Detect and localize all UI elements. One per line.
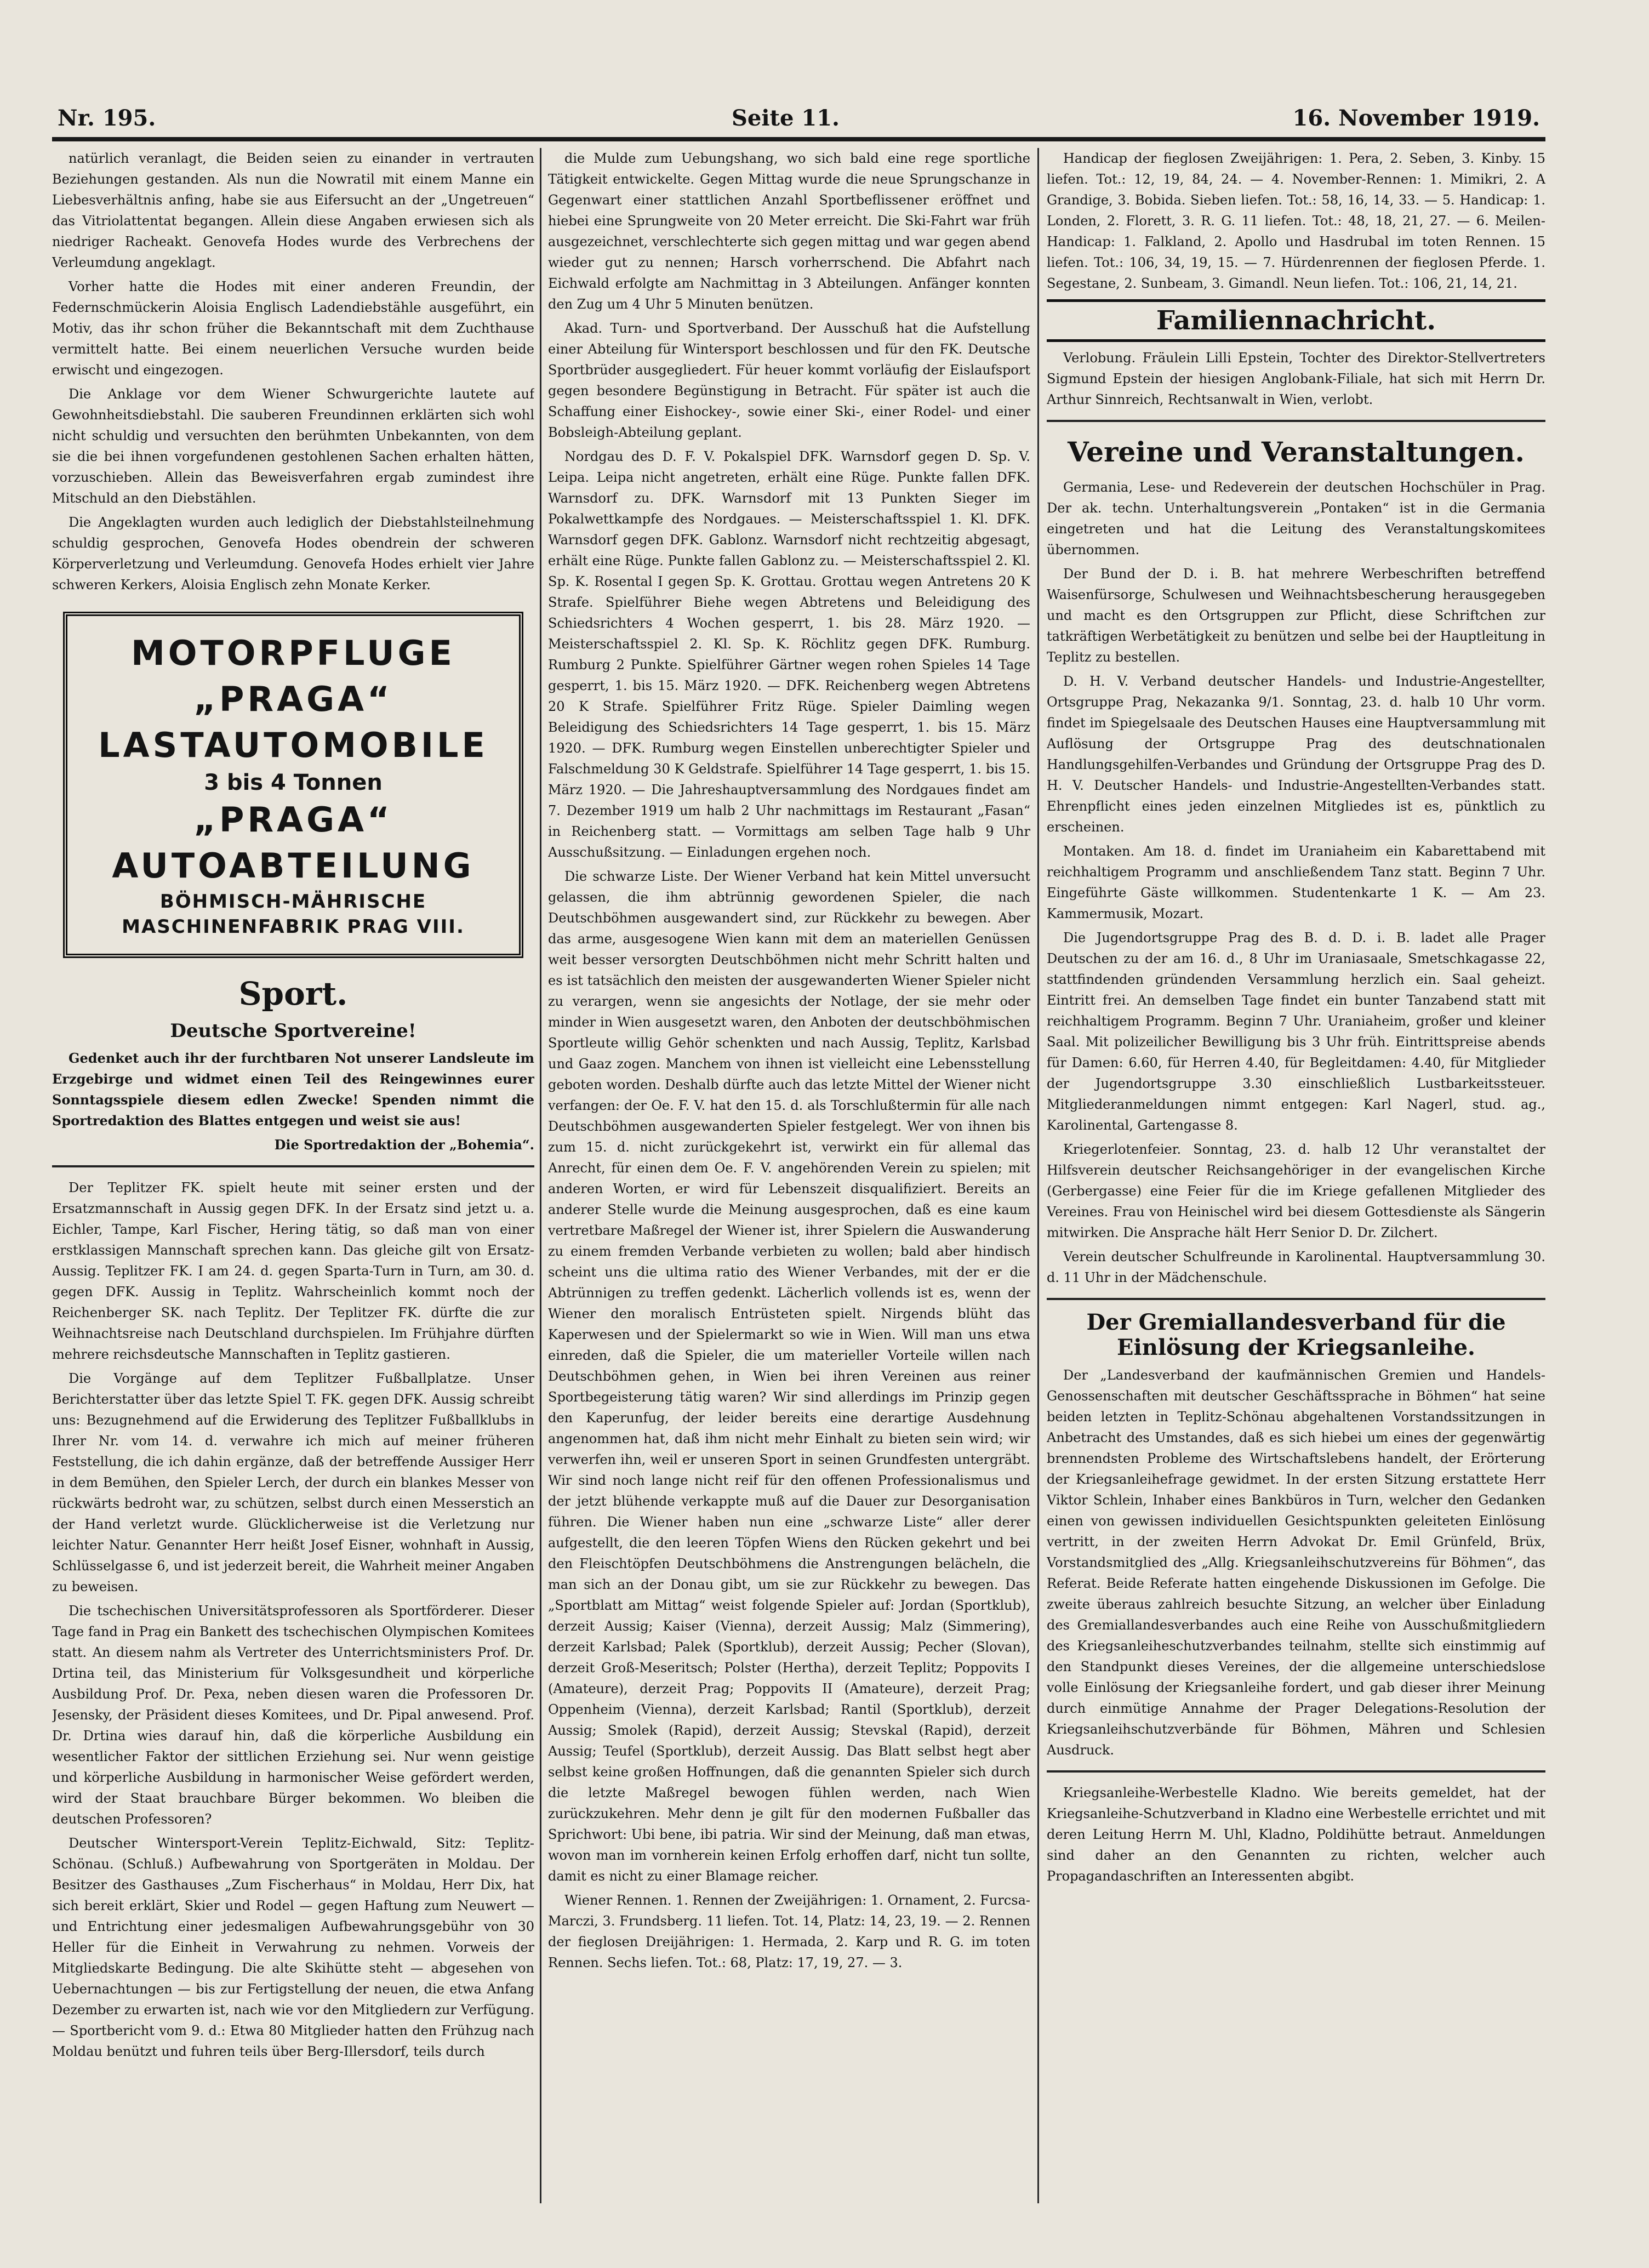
section-title-sport: Sport. — [238, 975, 348, 1012]
article-paragraph: Kriegsanleihe-Werbestelle Kladno. Wie bereits gemeldet, hat der Kriegsanleihe-Schutzverband in Kladno eine Werbestelle errichtet und mit deren Leitung Herrn M. Uhl, Kladno, Poldihütte betraut. Anmeldungen sind daher an den Genannten zu richten, welcher auch Propagandaschriften an Interessenten abgibt. — [1047, 1785, 1545, 1884]
divider — [52, 1165, 534, 1167]
article-paragraph: Germania, Lese- und Redeverein der deutschen Hochschüler in Prag. Der ak. techn. Unterhaltungsverein „Pontaken“ ist in die Germania eingetreten und hat die Leitung des Veranstaltungskomitees übernommen. — [1047, 480, 1545, 557]
column-1 — [52, 148, 534, 2225]
article-paragraph: Die Anklage vor dem Wiener Schwurgerichte lautete auf Gewohnheitsdiebstahl. Die sauberen Freundinnen erklärten sich wohl nicht schuldig und versuchten den berühmten Unbekannten, von dem sie die bei ihnen vorgefundenen gestohlenen Sachen erhalten hätten, vorzuschieben. Allein das Beweisverfahren ergab zumindest ihre Mitschuld an den Diebstählen. — [52, 386, 534, 506]
article-paragraph: Vorher hatte die Hodes mit einer anderen Freundin, der Federnschmückerin Aloisia Englisch Ladendiebstähle ausgeführt, ein Motiv, das ihr schon früher die Bekanntschaft mit dem Zuchthause vermittelt hatte. Bei einem neuerlichen Versuche wurden beide erwischt und eingezogen. — [52, 279, 534, 378]
article-paragraph: Wiener Rennen. 1. Rennen der Zweijährigen: 1. Ornament, 2. Furcsa-Marczi, 3. Frundsberg. 11 liefen. Tot. 14, Platz: 14, 23, 19. — 2. Rennen der fieglosen Dreijährigen: 1. Hermada, 2. Karp und R. G. im toten Rennen. Sechs liefen. Tot.: 68, Platz: 17, 19, 27. — 3. — [548, 1893, 1030, 1970]
advertisement-praga — [63, 612, 523, 958]
article-paragraph: Der „Landesverband der kaufmännischen Gremien und Handels-Genossenschaften mit deutscher Geschäftssprache in Böhmen“ hat seine beiden letzten in Teplitz-Schönau abgehaltenen Vorstandssitzungen in Anbetracht des Umstandes, daß es sich hiebei um eines der gegenwärtig brennendsten Probleme des Wirtschaftslebens handelt, der Erörterung der Kriegsanleihefrage gewidmet. In der ersten Sitzung erstattete Herr Viktor Schlein, Inhaber eines Bankbüros in Turn, welcher den Gedanken einen von gewissen individuellen Gesichtspunkten geleiteten Einlösung vertritt, in der zweiten Herrn Advokat Dr. Emil Grünfeld, Brüx, Vorstandsmitglied des „Allg. Kriegsanleihschutzvereins für Böhmen“, das Referat. Beide Referate hatten eingehende Diskussionen im Gefolge. Die zweite überaus zahlreich besuchte Sitzung, an welcher über Einladung des Gremiallandesverbandes auch eine Reihe von Ausschußmitgliedern des Kriegsanleiheschutzverbandes teilnahm, stellte sich einstimmig auf den Standpunkt dieses Vereines, der die allgemeine unterschiedslose volle Einlösung der Kriegsanleihe fordert, und gab dieser ihrer Meinung durch einmütige Annahme der Prager Delegations-Resolution der Kriegsanleihschutzverbände für Böhmen, Mähren und Schlesien Ausdruck. — [1047, 1367, 1545, 1758]
column-2 — [548, 148, 1030, 2225]
article-paragraph: Die Jugendortsgruppe Prag des B. d. D. i. B. ladet alle Prager Deutschen zu der am 16. d., 8 Uhr im Uraniasaale, Smetschkagasse 22, stattfindenden gründenden Versammlung herzlich ein. Saal geheizt. Eintritt frei. An demselben Tage findet ein bunter Tanzabend statt mit reichhaltigem Programm. Beginn 7 Uhr. Uraniaheim, großer und kleiner Saal. Mit polizeilicher Bewilligung bis 3 Uhr früh. Eintrittspreise abends für Damen: 6.60, für Herren 4.40, für Begleitdamen: 4.40, für Mitglieder der Jugendortsgruppe 3.30 einschließlich Lustbarkeitssteuer. Mitgliederanmeldungen nimmt entgegen: Karl Nagerl, stud. ag., Karolinental, Gartengasse 8. — [1047, 930, 1545, 1133]
issue-date: 16. November 1919. — [1292, 105, 1540, 131]
section-title-vereine: Vereine und Veranstaltungen. — [1068, 436, 1525, 468]
divider — [1047, 1298, 1545, 1300]
ad-line: 3 bis 4 Tonnen — [204, 770, 383, 795]
article-paragraph: Verlobung. Fräulein Lilli Epstein, Tochter des Direktor-Stellvertreters Sigmund Epstein der hiesigen Anglobank-Filiale, hat sich mit Herrn Dr. Arthur Sinnreich, Rechtsanwalt in Wien, verlobt. — [1047, 350, 1545, 407]
ad-line: MOTORPFLUGE — [131, 633, 455, 673]
article-paragraph: Handicap der fieglosen Zweijährigen: 1. Pera, 2. Seben, 3. Kinby. 15 liefen. Tot.: 12, 19, 84, 24. — 4. November-Rennen: 1. Mimikri, 2. A Grandige, 3. Bobida. Sieben liefen. Tot.: 58, 16, 14, 33. — 5. Handicap: 1. Londen, 2. Florett, 3. R. G. 11 liefen. Tot.: 48, 18, 21, 27. — 6. Meilen-Handicap: 1. Falkland, 2. Apollo und Hasdrubal im toten Rennen. 15 liefen. Tot.: 106, 34, 19, 15. — 7. Hürdenrennen der fieglosen Pferde. 1. Segestane, 2. Sunbeam, 3. Gimandl. Neun liefen. Tot.: 106, 21, 14, 21. — [1047, 151, 1545, 291]
section-title-family: Familiennachricht. — [1047, 299, 1545, 342]
divider — [1047, 1770, 1545, 1773]
column-rule — [540, 148, 541, 2203]
article-paragraph: natürlich veranlagt, die Beiden seien zu einander in vertrauten Beziehungen gestanden. Als nun die Nowratil mit einem Manne ein Liebesverhältnis anfing, habe sie aus Eifersucht an der „Ungetreuen“ das Vitriolattentat begangen. Allein diese Angaben erwiesen sich als niedriger Racheakt. Genovefa Hodes wurde des Verbrechens der Verleumdung angeklagt. — [52, 151, 534, 270]
column-3 — [1047, 148, 1545, 2225]
article-paragraph: Die tschechischen Universitätsprofessoren als Sportförderer. Dieser Tage fand in Prag ein Bankett des tschechischen Olympischen Komitees statt. An diesem nahm als Vertreter des Unterrichtsministers Prof. Dr. Drtina teil, das Ministerium für Volksgesundheit und körperliche Ausbildung Prof. Dr. Pexa, neben diesen waren die Professoren Dr. Jesensky, der Präsident dieses Komitees, und Dr. Pipal anwesend. Prof. Dr. Drtina wies darauf hin, daß die körperliche Ausbildung ein wesentlicher Faktor der sittlichen Erziehung sei. Nur wenn geistige und körperliche Ausbildung in harmonischer Weise gefördert werden, wird der Staat brauchbare Bürger bekommen. Wo bleiben die deutschen Professoren? — [52, 1603, 534, 1827]
article-paragraph: Die Vorgänge auf dem Teplitzer Fußballplatze. Unser Berichterstatter über das letzte Spiel T. FK. gegen DFK. Aussig schreibt uns: Bezugnehmend auf die Erwiderung des Teplitzer Fußballklubs in Ihrer Nr. vom 14. d. verwahre ich mich auf meiner früheren Feststellung, die ich dahin ergänze, daß der betreffende Aussiger Herr in dem Bemühen, den Spieler Lerch, der durch ein blankes Messer von rückwärts bedroht war, zu schützen, selbst durch einen Messerstich an der Hand verletzt wurde. Glücklicherweise ist die Verletzung nur leichter Natur. Genannter Herr heißt Josef Eisner, wohnhaft in Aussig, Schlüsselgasse 6, und ist jederzeit bereit, die Wahrheit meiner Angaben zu beweisen. — [52, 1371, 534, 1594]
article-paragraph: D. H. V. Verband deutscher Handels- und Industrie-Angestellter, Ortsgruppe Prag, Nekazanka 9/1. Sonntag, 23. d. halb 10 Uhr vorm. findet im Spiegelsaale des Deutschen Hauses eine Hauptversammlung mit Auflösung der Ortsgruppe Prag des deutschnationalen Handlungsgehilfen-Verbandes und Gründung der Ortsgruppe Prag des D. H. V. Deutscher Handels- und Industrie-Angestellten-Verbandes statt. Ehrenpflicht eines jeden einzelnen Mitgliedes ist es, pünktlich zu erscheinen. — [1047, 674, 1545, 835]
divider — [1047, 420, 1545, 422]
ad-line: „PRAGA“ — [193, 679, 393, 719]
article-paragraph: Montaken. Am 18. d. findet im Uraniaheim ein Kabarettabend mit reichhaltigem Programm und anschließendem Tanz statt. Beginn 7 Uhr. Eingeführte Gäste willkommen. Studentenkarte 1 K. — Am 23. Kammermusik, Mozart. — [1047, 844, 1545, 921]
appeal-text: Gedenket auch ihr der furchtbaren Not unserer Landsleute im Erzgebirge und widmet einen Teil des Reingewinnes eurer Sonntagsspiele diesem edlen Zwecke! Spenden nimmt die Sportredaktion des Blattes entgegen und weist sie aus! — [52, 1050, 534, 1129]
article-paragraph: Der Teplitzer FK. spielt heute mit seiner ersten und der Ersatzmannschaft in Aussig gegen DFK. In der Ersatz sind jetzt u. a. Eichler, Tampe, Karl Fischer, Hering tätig, so daß man von einer erstklassigen Mannschaft sprechen kann. Das gleiche gilt von Ersatz-Aussig. Teplitzer FK. I am 24. d. gegen Sparta-Turn in Turn, am 30. d. gegen DFK. Aussig in Teplitz. Wahrscheinlich kommt noch der Reichenberger SK. nach Teplitz. Der Teplitzer FK. dürfte die zur Weihnachtsreise nach Deutschland durchspielen. Im Frühjahre dürften mehrere reichsdeutsche Mannschaften in Teplitz gastieren. — [52, 1180, 534, 1362]
article-paragraph: Kriegerlotenfeier. Sonntag, 23. d. halb 12 Uhr veranstaltet der Hilfsverein deutscher Reichsangehöriger in der evangelischen Kirche (Gerbergasse) eine Feier für die im Kriege gefallenen Mitglieder des Vereines. Frau von Heinischel wird bei diesem Gottesdienste als Sängerin mitwirken. Die Ansprache hält Herr Senior D. Dr. Zilchert. — [1047, 1142, 1545, 1240]
section-subtitle: Deutsche Sportvereine! — [170, 1020, 416, 1042]
page-number: Seite 11. — [732, 105, 840, 131]
article-paragraph: Nordgau des D. F. V. Pokalspiel DFK. Warnsdorf gegen D. Sp. V. Leipa. Leipa nicht angetreten, erhält eine Rüge. Punkte fallen DFK. Warnsdorf zu. DFK. Warnsdorf mit 13 Punkten Sieger im Pokalwettkampfe des Nordgaues. — Meisterschaftsspiel 1. Kl. DFK. Warnsdorf gegen DFK. Gablonz. Warnsdorf nicht rechtzeitig abgesagt, erhält eine Rüge. Punkte fallen Gablonz zu. — Meisterschaftsspiel 2. Kl. Sp. K. Rosental I gegen Sp. K. Grottau. Grottau wegen Antretens 20 K Strafe. Spielführer Biehe wegen Abtretens und Beleidigung des Schiedsrichters 4 Wochen gesperrt, 1. bis 28. März 1920. — Meisterschaftsspiel 2. Kl. Sp. K. Röchlitz gegen DFK. Rumburg. Rumburg 2 Punkte. Spielführer Gärtner wegen rohen Spieles 14 Tage gesperrt, 1. bis 15. März 1920. — DFK. Reichenberg wegen Abtretens 20 K Strafe. Spielführer Fritz Rüge. Spieler Daimling wegen Beleidigung des Schiedsrichters 14 Tage gesperrt, 1. bis 15. März 1920. — DFK. Rumburg wegen Einstellen unberechtigter Spieler und Falschmeldung 30 K Geldstrafe. Spielführer 14 Tage gesperrt, 1. bis 15. März 1920. — Die Jahreshauptversammlung des Nordgaues findet am 7. Dezember 1919 um halb 2 Uhr nachmittags im Restaurant „Fasan“ in Reichenberg statt. — Vormittags am selben Tage halb 9 Uhr Ausschußsitzung. — Einladungen ergehen noch. — [548, 449, 1030, 860]
article-paragraph: Akad. Turn- und Sportverband. Der Ausschuß hat die Aufstellung einer Abteilung für Wintersport beschlossen und für den FK. Deutsche Sportbrüder ausgegliedert. Für heuer kommt vorläufig der Eislaufsport gegen besondere Begünstigung in Betracht. Für später ist auch die Schaffung einer Eishockey-, sowie einer Ski-, einer Rodel- und einer Bobsleigh-Abteilung geplant. — [548, 321, 1030, 440]
ad-line: LASTAUTOMOBILE — [98, 725, 488, 765]
ad-line: MASCHINENFABRIK PRAG VIII. — [122, 916, 465, 938]
ad-line: BÖHMISCH-MÄHRISCHE — [159, 891, 427, 913]
page-header — [52, 99, 1545, 141]
appeal-signature: Die Sportredaktion der „Bohemia“. — [274, 1137, 534, 1153]
column-rule — [1037, 148, 1039, 2203]
ad-line: AUTOABTEILUNG — [112, 846, 475, 886]
article-paragraph: Der Bund der D. i. B. hat mehrere Werbeschriften betreffend Waisenfürsorge, Schulwesen und Weihnachtsbescherung herausgegeben und macht es den Ortsgruppen zur Pflicht, diese Schriftchen zur tatkräftigen Werbetätigkeit zu benützen und selbe bei der Hauptleitung in Teplitz zu bestellen. — [1047, 566, 1545, 665]
article-paragraph: die Mulde zum Uebungshang, wo sich bald eine rege sportliche Tätigkeit entwickelte. Gegen Mittag wurde die neue Sprungschanze in Gegenwart einer stattlichen Anzahl Sportbeflissener eröffnet und hiebei eine Sprungweite von 20 Meter erreicht. Die Ski-Fahrt war früh ausgezeichnet, verschlechterte sich gegen mittag und war gegen abend wieder gut zu nennen; Harsch vorherrschend. Die Abfahrt nach Eichwald erfolgte am Nachmittag in 3 Abteilungen. Anfänger konnten den Zug um 4 Uhr 5 Minuten benützen. — [548, 151, 1030, 312]
article-paragraph: Die Angeklagten wurden auch lediglich der Diebstahlsteilnehmung schuldig gesprochen, Genovefa Hodes obendrein der schweren Körperverletzung und Verleumdung. Genovefa Hodes erhielt vier Jahre schweren Kerkers, Aloisia Englisch zehn Monate Kerker. — [52, 515, 534, 592]
article-paragraph: Die schwarze Liste. Der Wiener Verband hat kein Mittel unversucht gelassen, die ihm abtrünnig gewordenen Spieler, die nach Deutschböhmen ausgewandert sind, zur Rückkehr zu bewegen. Aber das arme, ausgesogene Wien kann mit dem an materiellen Genüssen weit besser versorgten Deutschböhmen nicht mehr Schritt halten und es ist tatsächlich den meisten der ausgewanderten Wiener Spieler nicht zu verargen, wenn sie angesichts der Notlage, der sie mehr oder minder in Wien ausgesetzt waren, den Anboten der deutschböhmischen Sportleute willig Gehör schenkten und nach Aussig, Teplitz, Karlsbad und Gaaz zogen. Manchem von ihnen ist vielleicht eine Lebensstellung geboten worden. Deshalb dürfte auch das letzte Mittel der Wiener nicht verfangen: der Oe. F. V. hat den 15. d. als Torschlußtermin für alle nach Deutschböhmen ausgewanderten Spieler festgelegt. Wer von ihnen bis zum 15. d. nicht zurückgekehrt ist, verwirkt ein für allemal das Anrecht, für einen dem Oe. F. V. angehörenden Verein zu spielen; mit anderen Worten, er wird für Lebenszeit disqualifiziert. Bereits an anderer Stelle wurde die Meinung ausgesprochen, daß es eine kaum vertretbare Maßregel der Wiener ist, ihrer Spielern die Auswanderung zu einem fremden Verbande verbieten zu wollen; bald aber hindisch scheint uns die ultima ratio des Wiener Verbandes, mit der er die Abtrünnigen zu treffen gedenkt. Lächerlich vollends ist es, wenn der Wiener den moralisch Entrüsteten spielt. Nirgends blüht das Kaperwesen und der Spielermarkt so wie in Wien. Will man uns etwa einreden, daß die Spieler, die um materieller Vorteile willen nach Deutschböhmen gehen, in Wien bei ihren Vereinen aus reiner Sportbegeisterung tätig waren? Wir sind allerdings im Prinzip gegen den Kaperunfug, der leider bereits eine derartige Ausdehnung angenommen hat, daß ihm nicht mehr Einhalt zu bieten sein wird; wir verwerfen ihn, weil er unseren Sport in seinen Grundfesten untergräbt. Wir sind noch lange nicht reif für den offenen Professionalismus und der jetzt blühende verkappte muß auf die Dauer zur Desorganisation führen. Die Wiener haben nun eine „schwarze Liste“ aller derer aufgestellt, die den leeren Töpfen Wiens den Rücken gekehrt und bei den Fleischtöpfen Deutschböhmens die Anstrengungen belächeln, die man sich an der Donau gibt, um sie zur Rückkehr zu bewegen. Das „Sportblatt am Mittag“ weist folgende Spieler auf: Jordan (Sportklub), derzeit Aussig; Kaiser (Vienna), derzeit Aussig; Malz (Simmering), derzeit Karlsbad; Palek (Sportklub), derzeit Aussig; Pecher (Slovan), derzeit Groß-Meseritsch; Polster (Hertha), derzeit Teplitz; Poppovits I (Amateure), derzeit Prag; Poppovits II (Amateure), derzeit Prag; Oppenheim (Vienna), derzeit Karlsbad; Rantil (Sportklub), derzeit Aussig; Smolek (Rapid), derzeit Aussig; Stevskal (Rapid), derzeit Aussig; Teufel (Sportklub), derzeit Aussig. Das Blatt selbst hegt aber selbst keine großen Hoffnungen, daß die genannten Spieler sich durch die letzte Maßregel bewogen fühlen werden, nach Wien zurückzukehren. Mehr denn je gilt für den modernen Fußballer das Sprichwort: Ubi bene, ibi patria. Wir sind der Meinung, daß man etwas, wovon man im vornherein keinen Erfolg erhoffen darf, nicht tun sollte, damit es nicht zu einer Blamage reicher. — [548, 869, 1030, 1884]
ad-line: „PRAGA“ — [193, 800, 393, 840]
article-paragraph: Deutscher Wintersport-Verein Teplitz-Eichwald, Sitz: Teplitz-Schönau. (Schluß.) Aufbewahrung von Sportgeräten in Moldau. Der Besitzer des Gasthauses „Zum Fischerhaus“ in Moldau, Herr Dix, hat sich bereit erklärt, Skier und Rodel — gegen Haftung zum Neuwert — und Entrichtung einer jedesmaligen Aufbewahrungsgebühr von 30 Heller für die Einheit in Verwahrung zu nehmen. Vorweis der Mitgliedskarte Bedingung. Die alte Skihütte steht — abgesehen von Uebernachtungen — bis zur Fertigstellung der neuen, die etwa Anfang Dezember zu erwarten ist, nach wie vor den Mitgliedern zur Verfügung. — Sportbericht vom 9. d.: Etwa 80 Mitglieder hatten den Frühzug nach Moldau benützt und fuhren teils über Berg-Illersdorf, teils durch — [52, 1836, 534, 2059]
issue-number: Nr. 195. — [58, 105, 156, 131]
newspaper-page — [52, 99, 1545, 2225]
article-paragraph: Verein deutscher Schulfreunde in Karolinental. Hauptversammlung 30. d. 11 Uhr in der Mädchenschule. — [1047, 1249, 1545, 1285]
section-title-gremial: Der Gremiallandesverband für die Einlösung der Kriegsanleihe. — [1086, 1309, 1506, 1360]
